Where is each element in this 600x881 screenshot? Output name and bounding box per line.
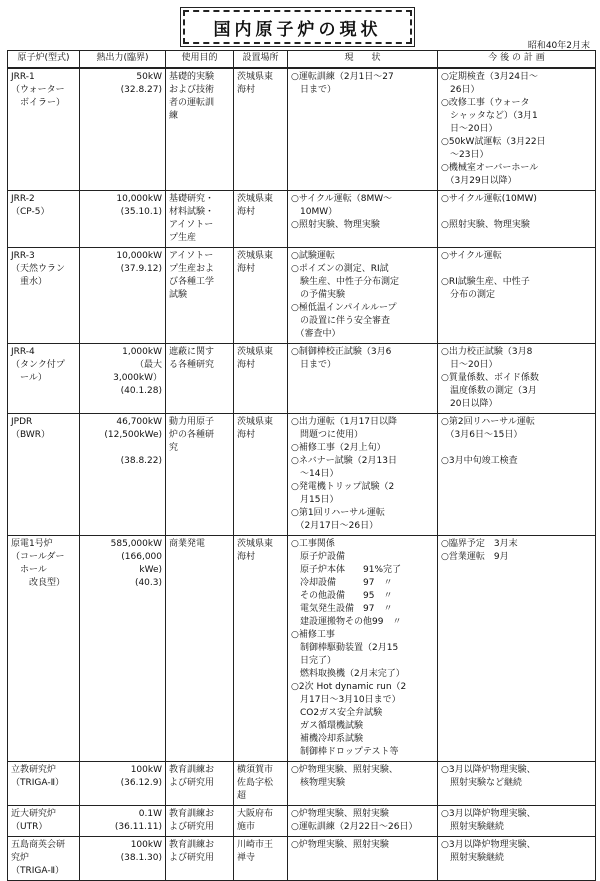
- header-status: 現 状: [288, 51, 438, 69]
- thermal-output-cell: [80, 414, 166, 536]
- cell-line: （2月17日～26日）: [291, 521, 379, 531]
- reactor-name-cell: [8, 536, 80, 762]
- cell-line: ○出力運転（1月17日以降: [291, 417, 398, 427]
- location-cell: [234, 762, 288, 806]
- cell-line: 100kW: [130, 765, 162, 775]
- cell-line: (35.10.1): [120, 207, 162, 217]
- table-header-row: [8, 51, 596, 69]
- cell-line: ール）: [11, 373, 47, 383]
- plan-cell: [438, 191, 596, 248]
- cell-line: ○照射実験、物理実験: [441, 220, 530, 230]
- cell-line: 五島商英会研: [11, 840, 66, 850]
- cell-line: 近大研究炉: [11, 809, 57, 819]
- plan-cell: [438, 68, 596, 191]
- table-row: [8, 806, 596, 837]
- cell-line: 炉の各種研: [169, 430, 215, 440]
- reactor-name-cell: [8, 414, 80, 536]
- cell-line: 制御棒駆動装置（2月15: [291, 643, 399, 653]
- cell-line: 問題つに使用）: [291, 430, 364, 440]
- purpose-cell: [166, 344, 234, 414]
- cell-line: 制御棒ドロップテスト等: [291, 747, 399, 757]
- cell-line: 0.1W: [138, 809, 162, 819]
- cell-line: アイソトー: [169, 220, 214, 230]
- cell-line: 日～20日）: [441, 360, 498, 370]
- cell-line: JPDR: [11, 417, 33, 427]
- cell-line: 冷却設備 97 〃: [291, 578, 393, 588]
- location-cell: [234, 248, 288, 344]
- cell-line: 建設運搬物その他99 〃: [291, 617, 402, 627]
- cell-line: 燃料取換機（2月末完了）: [291, 669, 405, 679]
- reactor-name-cell: [8, 837, 80, 881]
- purpose-cell: [166, 837, 234, 881]
- cell-line: 究炉: [11, 853, 30, 863]
- cell-line: 10MW）: [291, 207, 338, 217]
- cell-line: 茨城県東: [237, 194, 274, 204]
- cell-line: （コールダー: [11, 552, 65, 562]
- cell-line: の設置に伴う安全審査: [291, 316, 391, 326]
- cell-line: 日完了）: [291, 656, 337, 666]
- cell-line: (38.8.22): [120, 456, 162, 466]
- cell-line: 日～20日）: [441, 124, 498, 134]
- cell-line: kWe): [130, 565, 162, 575]
- purpose-cell: [166, 68, 234, 191]
- cell-line: 分布の測定: [441, 290, 496, 300]
- cell-line: 横須賀市: [237, 765, 274, 775]
- cell-line: ○照射実験、物理実験: [291, 220, 380, 230]
- cell-line: ガス循環機試験: [291, 721, 364, 731]
- cell-line: 川崎市王: [237, 840, 274, 850]
- cell-line: ○炉物理実験、照射実験: [291, 840, 389, 850]
- cell-line: 1,000kW: [122, 347, 162, 357]
- cell-line: ○補修工事: [291, 630, 335, 640]
- cell-line: 験生産、中性子分布測定: [291, 277, 400, 287]
- cell-line: （3月29日以降）: [441, 176, 517, 186]
- document-date: 昭和40年2月末: [527, 41, 590, 51]
- status-cell: [288, 414, 438, 536]
- cell-line: 10,000kW: [116, 194, 162, 204]
- location-cell: [234, 344, 288, 414]
- status-cell: [288, 762, 438, 806]
- cell-line: よび研究用: [169, 778, 215, 788]
- cell-line: 20日以降）: [441, 399, 498, 409]
- cell-line: 茨城県東: [237, 251, 274, 261]
- reactor-status-table: [7, 50, 596, 881]
- cell-line: ○3月以降炉物理実験、: [441, 840, 536, 850]
- cell-line: その他設備 95 〃: [291, 591, 393, 601]
- table-row: [8, 191, 596, 248]
- thermal-output-cell: [80, 837, 166, 881]
- cell-line: 立教研究炉: [11, 765, 57, 775]
- cell-line: ○定期検査（3月24日～: [441, 72, 539, 82]
- cell-line: 補機冷却系試験: [291, 734, 364, 744]
- cell-line: （タンク付プ: [11, 360, 65, 370]
- cell-line: 温度係数の測定（3月: [441, 386, 537, 396]
- cell-line: ○質量係数、ボイド係数: [441, 373, 539, 383]
- reactor-name-cell: [8, 344, 80, 414]
- thermal-output-cell: [80, 762, 166, 806]
- purpose-cell: [166, 536, 234, 762]
- status-cell: [288, 806, 438, 837]
- cell-line: (166,000: [121, 552, 162, 562]
- header-location: 設置場所: [234, 51, 288, 69]
- cell-line: 海村: [237, 207, 256, 217]
- cell-line: 茨城県東: [237, 417, 274, 427]
- cell-line: プ生産: [169, 233, 197, 243]
- cell-line: ○発電機トリップ試験（2: [291, 482, 395, 492]
- cell-line: 海村: [237, 85, 256, 95]
- cell-line: 海村: [237, 264, 256, 274]
- cell-line: [441, 442, 592, 455]
- thermal-output-cell: [80, 248, 166, 344]
- cell-line: 施市: [237, 822, 256, 832]
- cell-line: シャッタなど）（3月1: [441, 111, 538, 121]
- cell-line: ○ネバナー試験（2月13日: [291, 456, 397, 466]
- reactor-name-cell: [8, 248, 80, 344]
- cell-line: ○改修工事（ウォータ: [441, 98, 530, 108]
- cell-line: ○50kW試運転（3月22日: [441, 137, 546, 147]
- cell-line: （CP-5）: [11, 207, 50, 217]
- cell-line: [441, 263, 592, 276]
- status-cell: [288, 191, 438, 248]
- cell-line: 教育訓練お: [169, 765, 215, 775]
- cell-line: 月15日）: [291, 495, 339, 505]
- cell-line: (40.1.28): [120, 386, 162, 396]
- cell-line: JRR-2: [11, 194, 35, 204]
- cell-line: ○サイクル運転（8MW～: [291, 194, 393, 204]
- cell-line: ○極低温インパイルループ: [291, 303, 397, 313]
- purpose-cell: [166, 191, 234, 248]
- cell-line: の予備実験: [291, 290, 346, 300]
- reactor-name-cell: [8, 806, 80, 837]
- cell-line: 超: [237, 791, 247, 801]
- table-row: [8, 248, 596, 344]
- cell-line: 者の運転訓: [169, 98, 215, 108]
- plan-cell: [438, 762, 596, 806]
- cell-line: よび研究用: [169, 822, 215, 832]
- cell-line: ○出力校正試験（3月8: [441, 347, 533, 357]
- cell-line: ○制御棒校正試験（3月6: [291, 347, 392, 357]
- thermal-output-cell: [80, 191, 166, 248]
- cell-line: JRR-3: [11, 251, 35, 261]
- cell-line: （審査中）: [291, 329, 341, 339]
- cell-line: 日まで）: [291, 85, 337, 95]
- cell-line: [441, 206, 592, 219]
- cell-line: 3,000kW）: [104, 373, 162, 383]
- cell-line: 究: [169, 443, 179, 453]
- cell-line: ○サイクル運転(10MW): [441, 194, 537, 204]
- cell-line: 原電1号炉: [11, 539, 53, 549]
- cell-line: および技術: [169, 85, 215, 95]
- reactor-name-cell: [8, 762, 80, 806]
- cell-line: (36.11.11): [114, 822, 162, 832]
- cell-line: 重水）: [11, 277, 48, 287]
- cell-line: 海村: [237, 552, 256, 562]
- thermal-output-cell: [80, 68, 166, 191]
- cell-line: 教育訓練お: [169, 809, 215, 819]
- cell-line: ○RI試験生産、中性子: [441, 277, 530, 287]
- cell-line: 10,000kW: [116, 251, 162, 261]
- cell-line: ○臨界予定 3月末: [441, 539, 518, 549]
- cell-line: ～23日）: [441, 150, 489, 160]
- plan-cell: [438, 248, 596, 344]
- cell-line: ○サイクル運転: [441, 251, 502, 261]
- cell-line: 日まで）: [291, 360, 337, 370]
- cell-line: ○試験運転: [291, 251, 335, 261]
- purpose-cell: [166, 248, 234, 344]
- status-cell: [288, 837, 438, 881]
- location-cell: [234, 414, 288, 536]
- cell-line: プ生産およ: [169, 264, 215, 274]
- cell-line: 50kW: [136, 72, 162, 82]
- plan-cell: [438, 536, 596, 762]
- cell-line: ○機械室オーバーホール: [441, 163, 539, 173]
- header-reactor: 原子炉(型式): [8, 51, 80, 69]
- location-cell: [234, 806, 288, 837]
- cell-line: 585,000kW: [110, 539, 162, 549]
- plan-cell: [438, 806, 596, 837]
- cell-line: ○第2回リハーサル運転: [441, 417, 535, 427]
- cell-line: （BWR）: [11, 430, 51, 440]
- cell-line: 改良型）: [11, 578, 66, 588]
- cell-line: 茨城県東: [237, 347, 274, 357]
- cell-line: 照射実験継続: [441, 853, 505, 863]
- cell-line: ○補修工事（2月上旬）: [291, 443, 386, 453]
- cell-line: （UTR）: [11, 822, 48, 832]
- header-plan: 今 後 の 計 画: [438, 51, 596, 69]
- header-purpose: 使用目的: [166, 51, 234, 69]
- cell-line: 基礎的実験: [169, 72, 215, 82]
- cell-line: (37.9.12): [120, 264, 162, 274]
- cell-line: 月17日～3月10日まで）: [291, 695, 401, 705]
- cell-line: 46,700kW: [116, 417, 162, 427]
- table-row: [8, 68, 596, 191]
- cell-line: 茨城県東: [237, 539, 274, 549]
- cell-line: 海村: [237, 360, 256, 370]
- cell-line: 100kW: [130, 840, 162, 850]
- table-row: [8, 536, 596, 762]
- cell-line: 教育訓練お: [169, 840, 215, 850]
- plan-cell: [438, 414, 596, 536]
- cell-line: 原子炉設備: [291, 552, 346, 562]
- cell-line: 26日）: [441, 85, 480, 95]
- cell-line: 照射実験など継続: [441, 778, 523, 788]
- cell-line: （TRIGA-Ⅱ）: [11, 866, 65, 876]
- header-thermal-output: 熱出力(臨界): [80, 51, 166, 69]
- cell-line: ～14日）: [291, 469, 339, 479]
- cell-line: JRR-4: [11, 347, 35, 357]
- cell-line: 佐島字松: [237, 778, 274, 788]
- location-cell: [234, 68, 288, 191]
- cell-line: 電気発生設備 97 〃: [291, 604, 393, 614]
- cell-line: ○運転訓練（2月22日～26日）: [291, 822, 418, 832]
- cell-line: （天然ウラン: [11, 264, 66, 274]
- thermal-output-cell: [80, 344, 166, 414]
- cell-line: (32.8.27): [120, 85, 162, 95]
- cell-line: 海村: [237, 430, 256, 440]
- cell-line: 核物理実験: [291, 778, 346, 788]
- location-cell: [234, 191, 288, 248]
- cell-line: 遮蔽に関す: [169, 347, 215, 357]
- cell-line: (40.3): [134, 578, 162, 588]
- cell-line: (12,500kWe): [104, 430, 162, 440]
- table-row: [8, 837, 596, 881]
- plan-cell: [438, 837, 596, 881]
- purpose-cell: [166, 806, 234, 837]
- purpose-cell: [166, 414, 234, 536]
- cell-line: CO2ガス安全弁試験: [291, 708, 383, 718]
- cell-line: ○3月以降炉物理実験、: [441, 765, 536, 775]
- cell-line: [83, 442, 162, 455]
- cell-line: 材料試験・: [169, 207, 215, 217]
- document-title: 国内原子炉の現状: [183, 10, 412, 44]
- cell-line: ○第1回リハーサル運転: [291, 508, 385, 518]
- cell-line: 照射実験継続: [441, 822, 505, 832]
- status-cell: [288, 248, 438, 344]
- cell-line: 原子炉本体 91%完了: [291, 565, 402, 575]
- cell-line: (36.12.9): [120, 778, 162, 788]
- cell-line: （ウォーター: [11, 85, 65, 95]
- cell-line: 商業発電: [169, 539, 206, 549]
- cell-line: JRR-1: [11, 72, 35, 82]
- cell-line: (38.1.30): [120, 853, 162, 863]
- reactor-name-cell: [8, 68, 80, 191]
- cell-line: （最大: [134, 360, 162, 370]
- cell-line: よび研究用: [169, 853, 215, 863]
- cell-line: 茨城県東: [237, 72, 274, 82]
- cell-line: る各種研究: [169, 360, 215, 370]
- cell-line: ○炉物理実験、照射実験: [291, 809, 389, 819]
- purpose-cell: [166, 762, 234, 806]
- cell-line: ○炉物理実験、照射実験、: [291, 765, 398, 775]
- cell-line: （3月6日～15日）: [441, 430, 523, 440]
- table-row: [8, 344, 596, 414]
- cell-line: 基礎研究・: [169, 194, 215, 204]
- cell-line: 禅寺: [237, 853, 256, 863]
- cell-line: 大阪府布: [237, 809, 274, 819]
- cell-line: ○3月以降炉物理実験、: [441, 809, 536, 819]
- cell-line: 動力用原子: [169, 417, 215, 427]
- table-row: [8, 414, 596, 536]
- plan-cell: [438, 344, 596, 414]
- cell-line: ○3月中旬竣工検査: [441, 456, 518, 466]
- reactor-name-cell: [8, 191, 80, 248]
- cell-line: ○2次 Hot dynamic run（2: [291, 682, 407, 692]
- status-cell: [288, 344, 438, 414]
- cell-line: ○運転訓練（2月1日～27: [291, 72, 394, 82]
- cell-line: ○ポイズンの測定、RI試: [291, 264, 389, 274]
- status-cell: [288, 68, 438, 191]
- status-cell: [288, 536, 438, 762]
- cell-line: ○営業運転 9月: [441, 552, 509, 562]
- cell-line: 練: [169, 111, 179, 121]
- cell-line: アイソトー: [169, 251, 214, 261]
- cell-line: び各種工学: [169, 277, 215, 287]
- cell-line: 試験: [169, 290, 188, 300]
- cell-line: ホール: [11, 565, 47, 575]
- thermal-output-cell: [80, 806, 166, 837]
- cell-line: ○工事関係: [291, 539, 335, 549]
- cell-line: ボイラー）: [11, 98, 66, 108]
- location-cell: [234, 837, 288, 881]
- location-cell: [234, 536, 288, 762]
- table-row: [8, 762, 596, 806]
- thermal-output-cell: [80, 536, 166, 762]
- cell-line: （TRIGA-Ⅱ）: [11, 778, 65, 788]
